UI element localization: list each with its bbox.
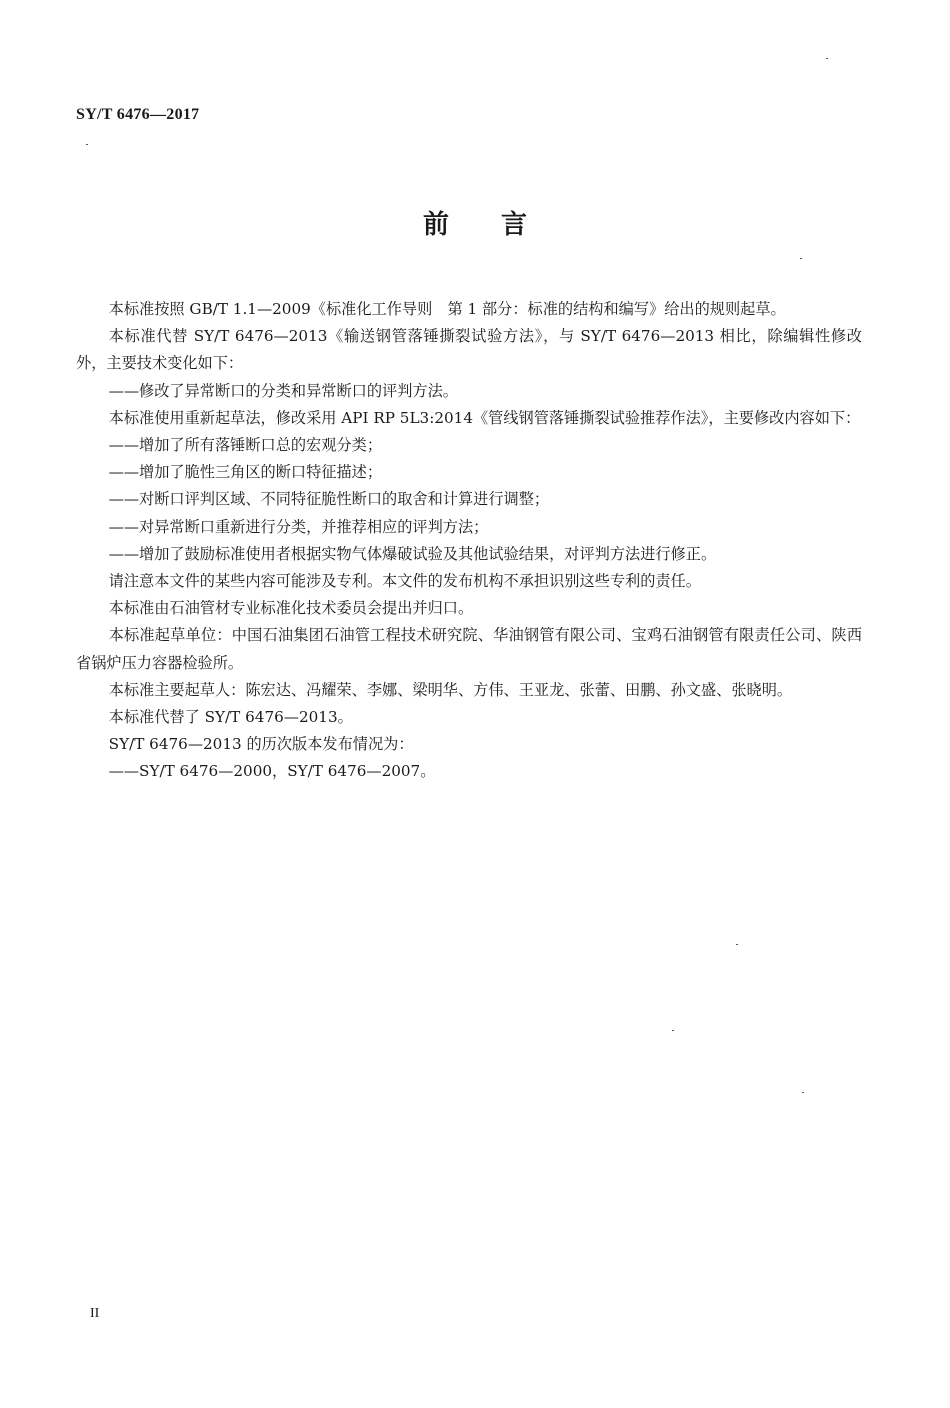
- paragraph-drafters: 本标准主要起草人：陈宏达、冯耀荣、李娜、梁明华、方伟、王亚龙、张蕾、田鹏、孙文盛、张晓明。: [108, 680, 793, 699]
- list-item-change: ——增加了所有落锤断口总的宏观分类；: [108, 436, 383, 455]
- list-item-version: ——SY/T 6476—2000，SY/T 6476—2007。: [108, 762, 436, 781]
- list-item-change: ——增加了脆性三角区的断口特征描述；: [108, 463, 383, 482]
- scan-speck: [826, 58, 828, 59]
- paragraph-replaces: 本标准代替 SY/T 6476—2013《输送钢管落锤撕裂试验方法》，与 SY/T 6476—2013 相比，除编辑性修改外，主要技术变化如下：: [76, 327, 862, 373]
- scan-speck: [86, 144, 88, 145]
- scan-speck: [736, 944, 738, 945]
- paragraph-adoption: 本标准使用重新起草法，修改采用 API RP 5L3:2014《管线钢管落锤撕裂试验推荐作法》，主要修改内容如下：: [108, 408, 861, 427]
- standard-code-header: SY/T 6476—2017: [76, 106, 200, 123]
- list-item-change: ——对断口评判区域、不同特征脆性断口的取舍和计算进行调整；: [108, 490, 550, 509]
- list-item-change: ——增加了鼓励标准使用者根据实物气体爆破试验及其他试验结果，对评判方法进行修正。: [108, 544, 717, 563]
- paragraph-drafting-units: 本标准起草单位：中国石油集团石油管工程技术研究院、华油钢管有限公司、宝鸡石油钢管有限责任公司、陕西省锅炉压力容器检验所。: [76, 626, 862, 672]
- list-item-change: ——修改了异常断口的分类和异常断口的评判方法。: [108, 381, 458, 400]
- paragraph-drafting-rules: 本标准按照 GB/T 1.1—2009《标准化工作导则 第 1 部分：标准的结构和编写》给出的规则起草。: [108, 300, 786, 318]
- list-item-change: ——对异常断口重新进行分类，并推荐相应的评判方法；: [108, 517, 489, 536]
- scan-speck: [800, 258, 802, 259]
- scan-speck: [672, 1030, 674, 1031]
- paragraph-version-history: SY/T 6476—2013 的历次版本发布情况为：: [108, 735, 414, 754]
- scan-speck: [802, 1092, 804, 1093]
- paragraph-patent-notice: 请注意本文件的某些内容可能涉及专利。本文件的发布机构不承担识别这些专利的责任。: [108, 572, 701, 591]
- page-number: II: [90, 1306, 100, 1321]
- paragraph-proposer: 本标准由石油管材专业标准化技术委员会提出并归口。: [108, 599, 474, 618]
- foreword-body: [76, 296, 862, 786]
- page-title: 前言: [422, 210, 579, 240]
- paragraph-supersedes: 本标准代替了 SY/T 6476—2013。: [108, 708, 353, 727]
